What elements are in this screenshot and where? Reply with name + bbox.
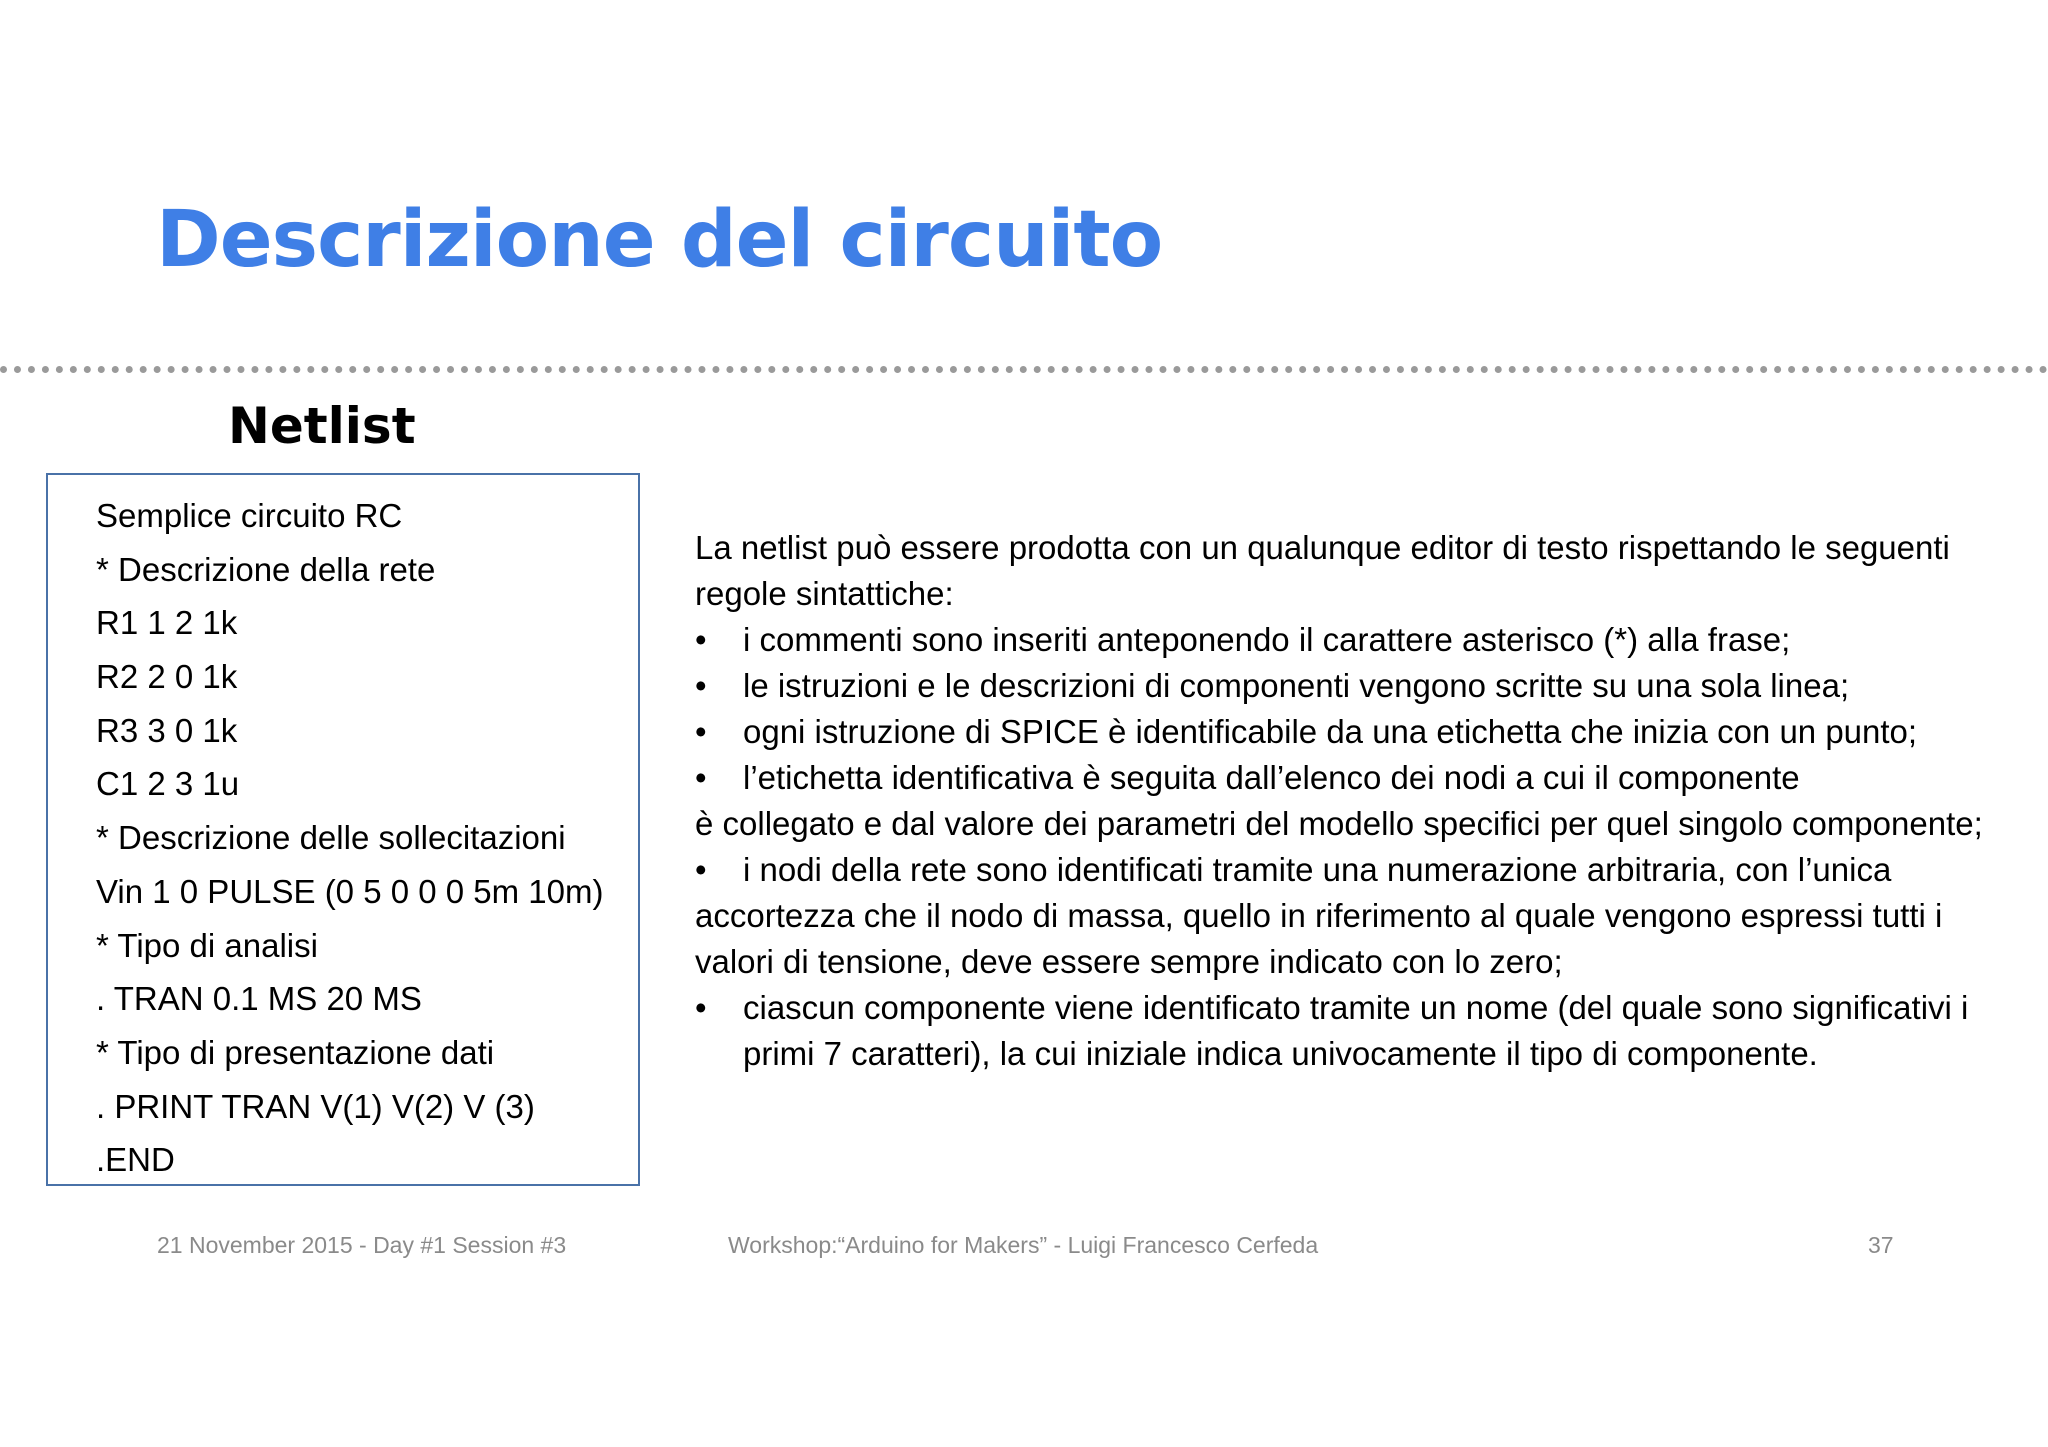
netlist-line: . PRINT TRAN V(1) V(2) V (3) [96,1087,535,1125]
bullet-icon: • [695,851,707,888]
netlist-line: * Descrizione delle sollecitazioni [96,819,566,857]
netlist-code-box [46,473,640,1186]
rule-text: i commenti sono inseriti anteponendo il carattere asterisco (*) alla frase; [743,621,1791,658]
rule-item [695,847,2015,893]
rule-item [695,663,2015,709]
netlist-line: Semplice circuito RC [96,497,403,534]
bullet-icon: • [695,989,707,1026]
rules-intro: La netlist può essere prodotta con un qualunque editor di testo rispettando le seguenti regole sintattiche: [695,529,1950,612]
netlist-heading: Netlist [228,397,416,455]
syntax-rules [695,525,2015,1077]
slide-title: Descrizione del circuito [156,195,1163,285]
page-number: 37 [1868,1232,1894,1258]
bullet-icon: • [695,621,707,658]
netlist-line: * Tipo di presentazione dati [96,1033,495,1071]
footer-date-session: 21 November 2015 - Day #1 Session #3 [157,1232,567,1258]
rule-text: ogni istruzione di SPICE è identificabile da una etichetta che inizia con un punto; [743,713,1918,750]
rule-item [695,617,2015,663]
rule-text: le istruzioni e le descrizioni di componenti vengono scritte su una sola linea; [743,667,1850,704]
rule-continuation: accortezza che il nodo di massa, quello in riferimento al quale vengono espressi tutti i valori di tensione, deve essere sempre indicato con lo zero; [695,897,1943,980]
rule-continuation: è collegato e dal valore dei parametri del modello specifici per quel singolo componente; [695,805,1983,842]
netlist-line: R3 3 0 1k [96,711,238,749]
netlist-line: C1 2 3 1u [96,765,240,803]
rule-item [695,755,2015,801]
netlist-line: Vin 1 0 PULSE (0 5 0 0 0 5m 10m) [96,872,604,910]
netlist-line: .END [96,1141,175,1179]
netlist-line: * Tipo di analisi [96,926,318,964]
netlist-line: * Descrizione della rete [96,550,436,588]
rule-text: l’etichetta identificativa è seguita dall’elenco dei nodi a cui il componente [743,759,1800,796]
bullet-icon: • [695,759,707,796]
netlist-line: . TRAN 0.1 MS 20 MS [96,980,422,1018]
rule-item [695,709,2015,755]
netlist-line: R1 1 2 1k [96,604,238,642]
rule-text: ciascun componente viene identificato tramite un nome (del quale sono significativi i primi 7 caratteri), la cui iniziale indica univocamente il tipo di componente. [743,989,1969,1072]
rule-text: i nodi della rete sono identificati tramite una numerazione arbitraria, con l’unica [743,851,1892,888]
netlist-line: R2 2 0 1k [96,658,238,696]
footer-workshop: Workshop:“Arduino for Makers” - Luigi Francesco Cerfeda [728,1232,1319,1258]
rule-item [695,985,2015,1077]
title-divider [0,366,2048,373]
bullet-icon: • [695,713,707,750]
bullet-icon: • [695,667,707,704]
